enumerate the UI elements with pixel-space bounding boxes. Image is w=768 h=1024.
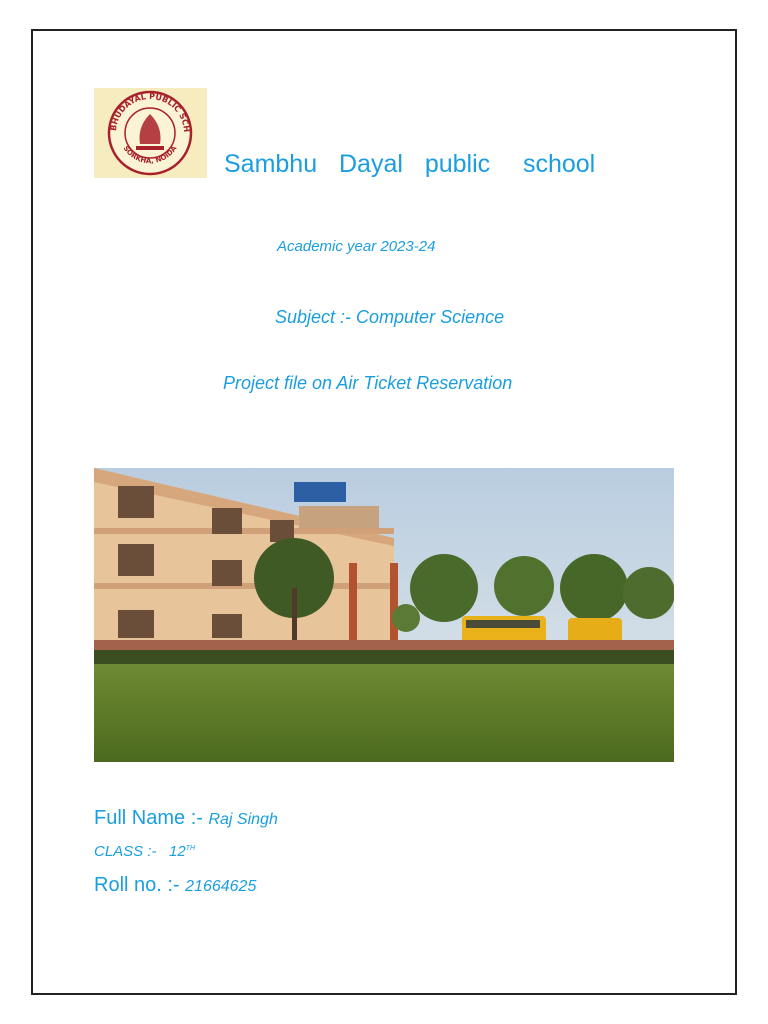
school-logo [94, 88, 207, 178]
academic-year: Academic year 2023-24 [277, 238, 436, 255]
class-suffix: TH [185, 845, 196, 852]
project-title: Project file on Air Ticket Reservation [223, 373, 513, 393]
roll-number-label: Roll no. :- [94, 874, 180, 896]
class-value: 12 [169, 843, 186, 860]
school-name: Sambhu Dayal public school [224, 150, 596, 178]
school-building-photo [94, 468, 674, 762]
svg-text:SORKHA, NOIDA: SORKHA, NOIDA [121, 144, 179, 166]
svg-text:SAMBHUDAYAL PUBLIC SCHOOL: BHUDAYAL PUBLIC SCH [108, 91, 192, 133]
full-name-label: Full Name :- [94, 807, 203, 829]
class-row [94, 843, 195, 860]
class-label: CLASS :- [94, 843, 157, 860]
roll-number-row [94, 874, 256, 897]
roll-number-value: 21664625 [185, 878, 257, 895]
subject-line: Subject :- Computer Science [275, 307, 505, 327]
full-name-row [94, 807, 278, 830]
full-name-value: Raj Singh [208, 811, 278, 828]
school-seal-icon [94, 88, 207, 178]
